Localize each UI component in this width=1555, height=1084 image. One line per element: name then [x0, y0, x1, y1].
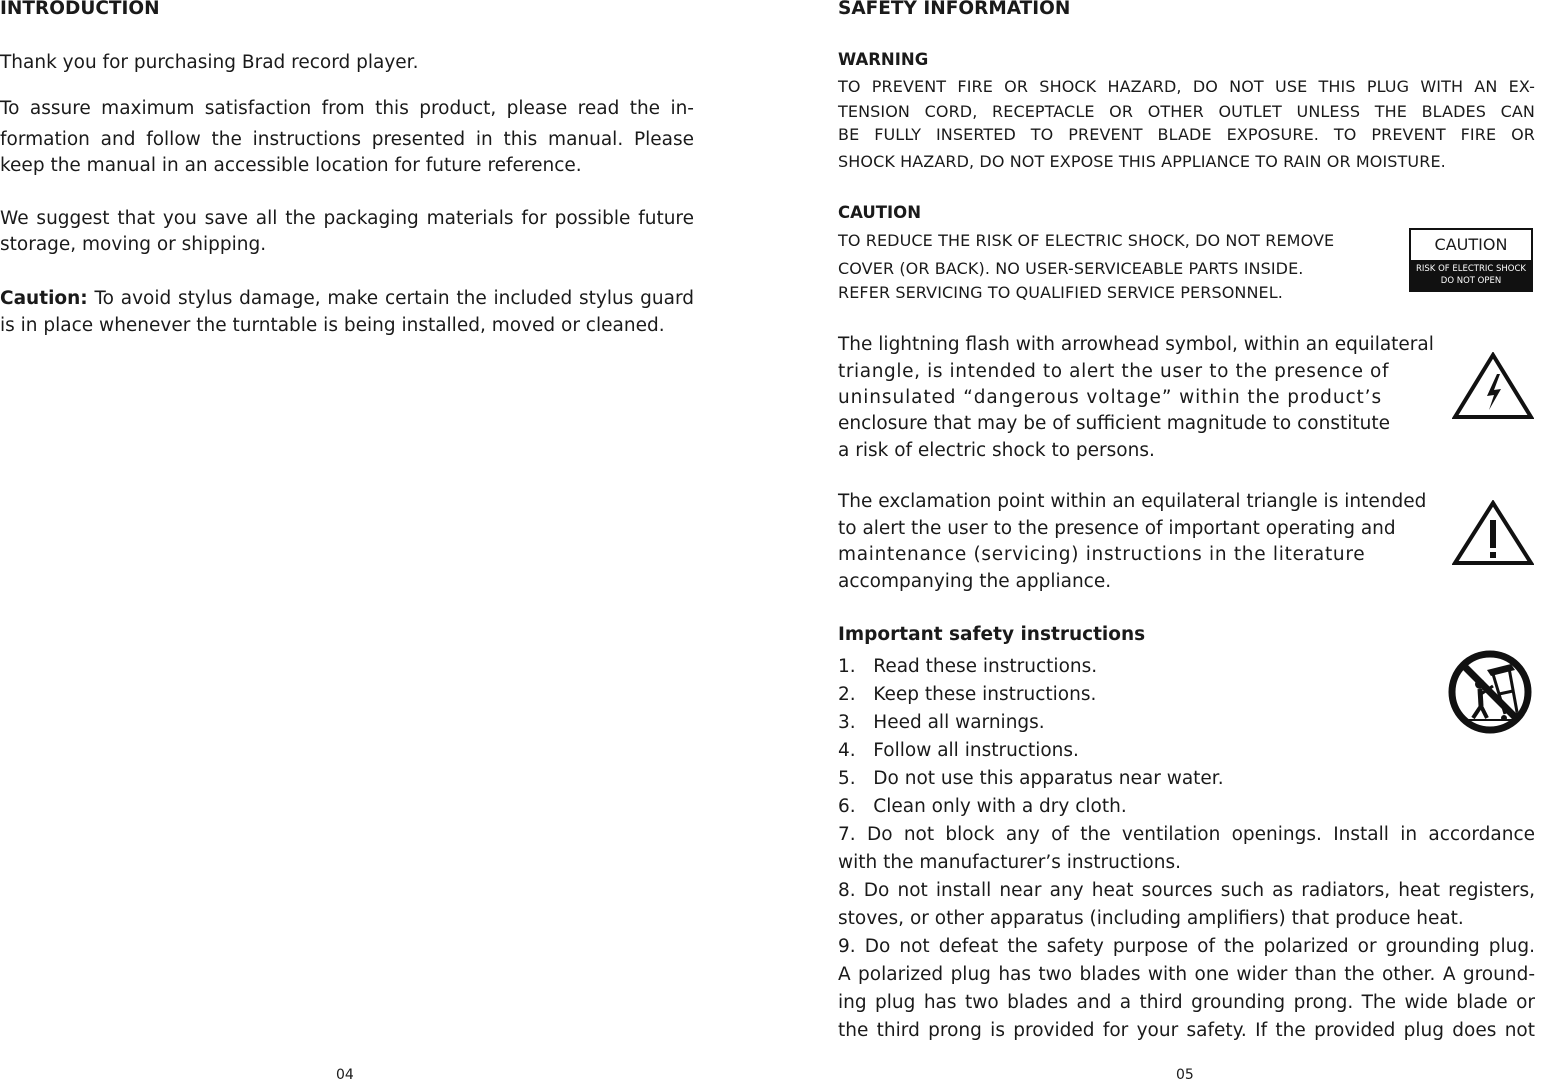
introduction-heading: INTRODUCTION [0, 0, 160, 19]
intro-paragraph-line: keep the manual in an accessible location for future reference. [0, 155, 582, 176]
caution-box-line: DO NOT OPEN [1440, 276, 1502, 286]
thanks-text: Thank you for purchasing Brad record player. [0, 52, 419, 73]
caution-line: REFER SERVICING TO QUALIFIED SERVICE PERSONNEL. [838, 283, 1283, 302]
intro-paragraph-line: formation and follow the instructions presented in this manual. Please [0, 129, 694, 150]
packaging-paragraph-line: storage, moving or shipping. [0, 234, 267, 255]
instruction-item: stoves, or other apparatus (including amplifiers) that produce heat. [838, 908, 1464, 929]
exclamation-line: to alert the user to the presence of important operating and [838, 518, 1396, 539]
caution-label: Caution: [0, 288, 88, 309]
exclamation-line: accompanying the appliance. [838, 571, 1112, 592]
page-number-right: 05 [1176, 1067, 1194, 1083]
instruction-item: 8. Do not install near any heat sources such as radiators, heat registers, [838, 880, 1535, 901]
instruction-item: 1. Read these instructions. [838, 656, 1098, 677]
page-number-left: 04 [336, 1067, 354, 1083]
caution-text: To avoid stylus damage, make certain the included stylus guard [94, 288, 694, 309]
lightning-line: uninsulated “dangerous voltage” within the product’s [838, 387, 1382, 408]
caution-box-title: CAUTION [1411, 230, 1531, 260]
warning-line: TO PREVENT FIRE OR SHOCK HAZARD, DO NOT USE THIS PLUG WITH AN EX- [838, 77, 1535, 96]
exclamation-triangle-icon [1452, 500, 1534, 566]
warning-line: BE FULLY INSERTED TO PREVENT BLADE EXPOSURE. TO PREVENT FIRE OR [838, 125, 1535, 144]
exclamation-line: The exclamation point within an equilateral triangle is intended [838, 491, 1427, 512]
warning-line: TENSION CORD, RECEPTACLE OR OTHER OUTLET UNLESS THE BLADES CAN [838, 102, 1535, 121]
lightning-line: a risk of electric shock to persons. [838, 440, 1155, 461]
caution-box-line: RISK OF ELECTRIC SHOCK [1415, 264, 1526, 274]
instruction-item: 5. Do not use this apparatus near water. [838, 768, 1224, 789]
instruction-item: 3. Heed all warnings. [838, 712, 1045, 733]
instruction-item: 7. Do not block any of the ventilation openings. Install in accordance [838, 824, 1535, 845]
instruction-item: the third prong is provided for your safety. If the provided plug does not [838, 1020, 1535, 1041]
packaging-paragraph-line: We suggest that you save all the packaging materials for possible future [0, 208, 694, 229]
warning-heading: WARNING [838, 50, 929, 69]
exclamation-line: maintenance (servicing) instructions in the literature [838, 544, 1366, 565]
instruction-item: ing plug has two blades and a third grounding prong. The wide blade or [838, 992, 1535, 1013]
caution-heading: CAUTION [838, 203, 921, 222]
instruction-item: with the manufacturer’s instructions. [838, 852, 1181, 873]
lightning-triangle-icon [1452, 352, 1534, 420]
instruction-item: A polarized plug has two blades with one wider than the other. A ground- [838, 964, 1535, 985]
warning-line: SHOCK HAZARD, DO NOT EXPOSE THIS APPLIANCE TO RAIN OR MOISTURE. [838, 152, 1446, 171]
lightning-line: triangle, is intended to alert the user to the presence of [838, 361, 1390, 382]
caution-box-warning [1411, 260, 1531, 290]
intro-paragraph-line: To assure maximum satisfaction from this product, please read the in- [0, 98, 694, 119]
instruction-item: 9. Do not defeat the safety purpose of the polarized or grounding plug. [838, 936, 1535, 957]
safety-instructions-heading: Important safety instructions [838, 624, 1146, 645]
caution-paragraph-line: is in place whenever the turntable is being installed, moved or cleaned. [0, 315, 665, 336]
lightning-line: enclosure that may be of sufficient magnitude to constitute [838, 413, 1390, 434]
instruction-item: 4. Follow all instructions. [838, 740, 1079, 761]
lightning-line: The lightning flash with arrowhead symbol, within an equilateral [838, 334, 1434, 355]
caution-label-box [1409, 228, 1533, 292]
instruction-item: 6. Clean only with a dry cloth. [838, 796, 1127, 817]
caution-line: COVER (OR BACK). NO USER-SERVICEABLE PARTS INSIDE. [838, 259, 1304, 278]
cart-tipover-warning-icon [1447, 648, 1533, 736]
instruction-item: 2. Keep these instructions. [838, 684, 1097, 705]
caution-paragraph-line [0, 288, 694, 310]
caution-line: TO REDUCE THE RISK OF ELECTRIC SHOCK, DO NOT REMOVE [838, 231, 1335, 250]
safety-information-heading: SAFETY INFORMATION [838, 0, 1071, 19]
